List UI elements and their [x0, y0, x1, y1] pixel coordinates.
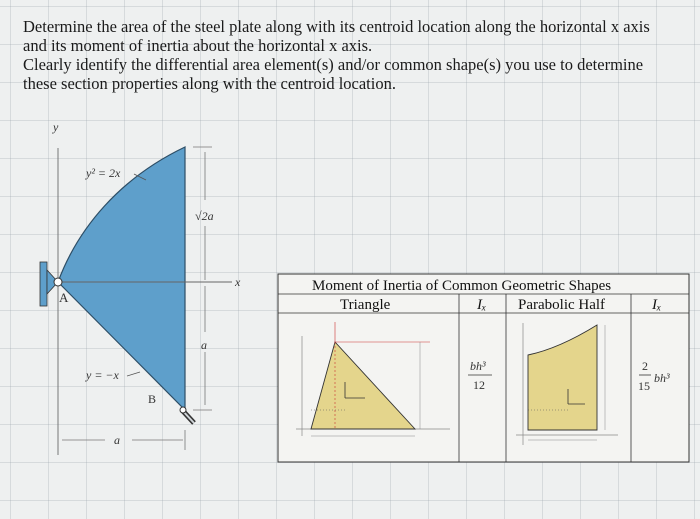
- width-label: a: [114, 433, 120, 447]
- point-a-label: A: [59, 290, 69, 305]
- problem-line-3: Clearly identify the differential area element(s) and/or common shape(s) you use to determine: [23, 55, 644, 74]
- plate-y-axis-label: y: [53, 120, 59, 134]
- link-support-icon: [180, 407, 194, 423]
- problem-line-4: these section properties along with the centroid location.: [23, 74, 396, 93]
- steel-plate-figure: [40, 120, 241, 455]
- moment-of-inertia-table: [278, 274, 689, 462]
- steel-plate-shape: [58, 147, 185, 410]
- table-header-ix-1: Iₓ: [477, 297, 487, 313]
- parabola-coef-denominator: 15: [638, 379, 650, 393]
- parabola-formula: bh³: [654, 371, 670, 385]
- point-b-label: B: [148, 392, 157, 406]
- triangle-formula-denominator: 12: [473, 378, 485, 392]
- height-dimension: [193, 147, 212, 410]
- problem-line-2: and its moment of inertia about the horizontal x axis.: [23, 36, 373, 55]
- width-dimension: [58, 430, 185, 450]
- table-header-triangle: Triangle: [340, 297, 391, 313]
- line-label: y = −x: [86, 368, 119, 382]
- triangle-formula-numerator: bh³: [470, 359, 486, 373]
- problem-line-1: Determine the area of the steel plate along with its centroid location along the horizontal x axis: [23, 17, 650, 36]
- parabola-coef-numerator: 2: [642, 359, 648, 373]
- height-label: √2a: [195, 209, 214, 223]
- plate-x-axis-label: x: [235, 275, 241, 289]
- table-header-parabolic-half: Parabolic Half: [518, 297, 606, 313]
- curve-label: y² = 2x: [86, 166, 121, 180]
- lower-height-label: a: [201, 338, 207, 352]
- table-title: Moment of Inertia of Common Geometric Shapes: [312, 278, 612, 294]
- table-header-ix-2: Iₓ: [652, 297, 662, 313]
- line-label-leader: [127, 372, 140, 376]
